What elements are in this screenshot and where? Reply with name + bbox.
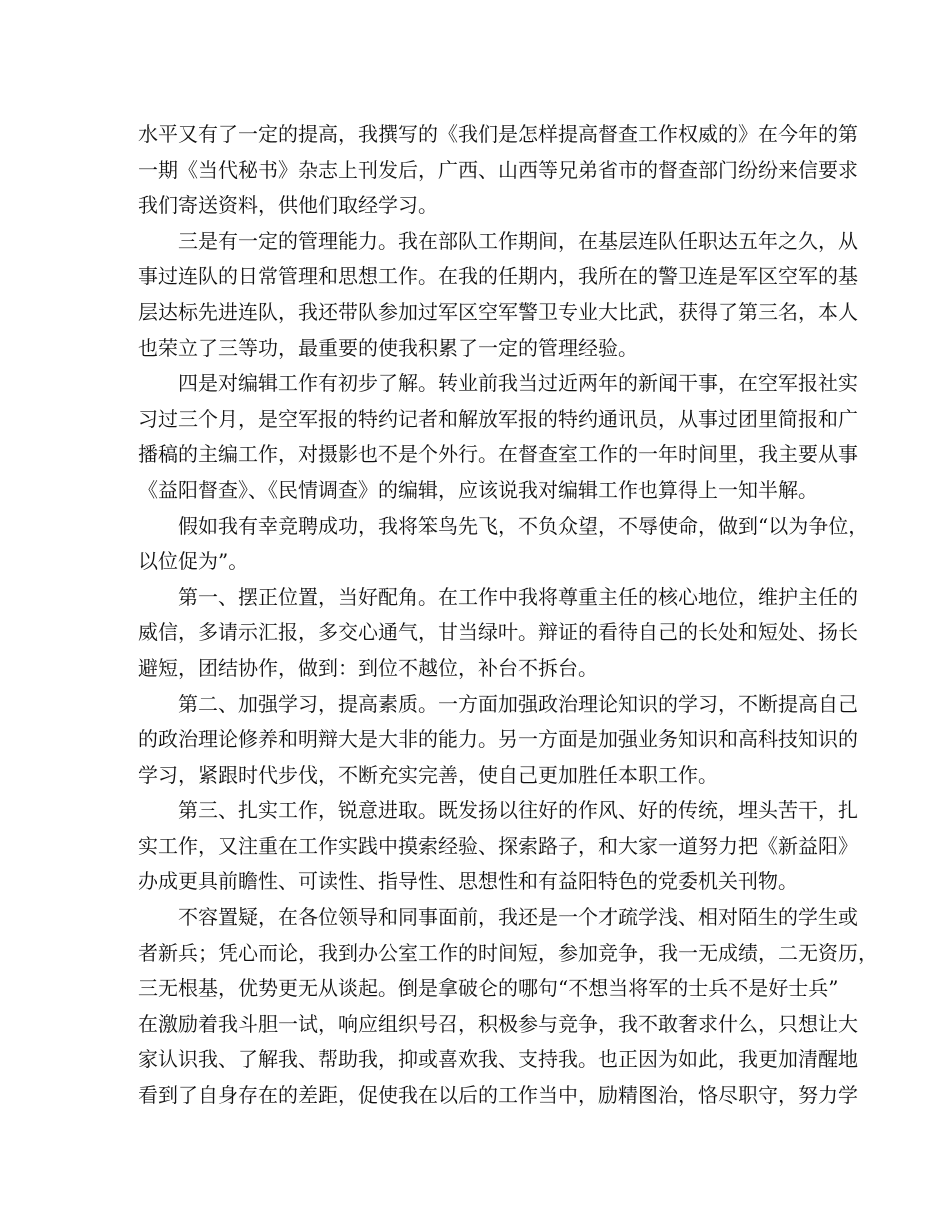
text-line: 播稿的主编工作，对摄影也不是个外行。在督查室工作的一年时间里，我主要从事: [138, 442, 858, 467]
text-line: 实工作，又注重在工作实践中摸索经验、探索路子，和大家一道努力把《新益阳》: [138, 833, 858, 858]
text-line: 学习，紧跟时代步伐，不断充实完善，使自己更加胜任本职工作。: [138, 762, 718, 787]
paragraph-first-line: 第三、扎实工作，锐意进取。既发扬以往好的作风、好的传统，埋头苦干，扎: [178, 798, 858, 823]
paragraph-first-line: 不容置疑，在各位领导和同事面前，我还是一个才疏学浅、相对陌生的学生或: [178, 905, 858, 930]
text-line: 我们寄送资料，供他们取经学习。: [138, 193, 438, 218]
paragraph-first-line: 第二、加强学习，提高素质。一方面加强政治理论知识的学习，不断提高自己: [178, 691, 858, 716]
text-line: 习过三个月，是空军报的特约记者和解放军报的特约通讯员，从事过团里简报和广: [138, 406, 858, 431]
text-line: 也荣立了三等功，最重要的使我积累了一定的管理经验。: [138, 335, 638, 360]
text-line: 者新兵；凭心而论，我到办公室工作的时间短，参加竞争，我一无成绩，二无资历，: [138, 940, 878, 965]
paragraph-first-line: 第一、摆正位置，当好配角。在工作中我将尊重主任的核心地位，维护主任的: [178, 584, 858, 609]
document-page: [138, 117, 878, 1114]
text-line: 避短，团结协作，做到：到位不越位，补台不拆台。: [138, 655, 598, 680]
text-line: 一期《当代秘书》杂志上刊发后，广西、山西等兄弟省市的督查部门纷纷来信要求: [138, 157, 858, 182]
paragraph-first-line: 四是对编辑工作有初步了解。转业前我当过近两年的新闻干事，在空军报社实: [178, 371, 858, 396]
text-line: 办成更具前瞻性、可读性、指导性、思想性和有益阳特色的党委机关刊物。: [138, 869, 798, 894]
text-line: 的政治理论修养和明辩大是大非的能力。另一方面是加强业务知识和高科技知识的: [138, 727, 858, 752]
text-line: 层达标先进连队，我还带队参加过军区空军警卫专业大比武，获得了第三名，本人: [138, 299, 858, 324]
text-line: 以位促为”。: [138, 549, 249, 574]
text-line: 在激励着我斗胆一试，响应组织号召，积极参与竞争，我不敢奢求什么，只想让大: [138, 1011, 858, 1036]
text-line: 威信，多请示汇报，多交心通气，甘当绿叶。辩证的看待自己的长处和短处、扬长: [138, 620, 858, 645]
text-line: 水平又有了一定的提高，我撰写的《我们是怎样提高督查工作权威的》在今年的第: [138, 122, 858, 146]
text-line: 看到了自身存在的差距，促使我在以后的工作当中，励精图治，恪尽职守，努力学: [138, 1083, 858, 1108]
text-line: 《益阳督查》、《民情调查》的编辑，应该说我对编辑工作也算得上一知半解。: [138, 477, 818, 502]
paragraph-first-line: 三是有一定的管理能力。我在部队工作期间，在基层连队任职达五年之久，从: [178, 228, 858, 253]
paragraph-first-line: 假如我有幸竞聘成功，我将笨鸟先飞，不负众望，不辱使命，做到“以为争位，: [178, 513, 869, 538]
text-line: 家认识我、了解我、帮助我，抑或喜欢我、支持我。也正因为如此，我更加清醒地: [138, 1047, 858, 1072]
text-line: 事过连队的日常管理和思想工作。在我的任期内，我所在的警卫连是军区空军的基: [138, 264, 858, 289]
text-line: 三无根基，优势更无从谈起。倒是拿破仑的哪句“不想当将军的士兵不是好士兵”: [138, 976, 839, 1001]
